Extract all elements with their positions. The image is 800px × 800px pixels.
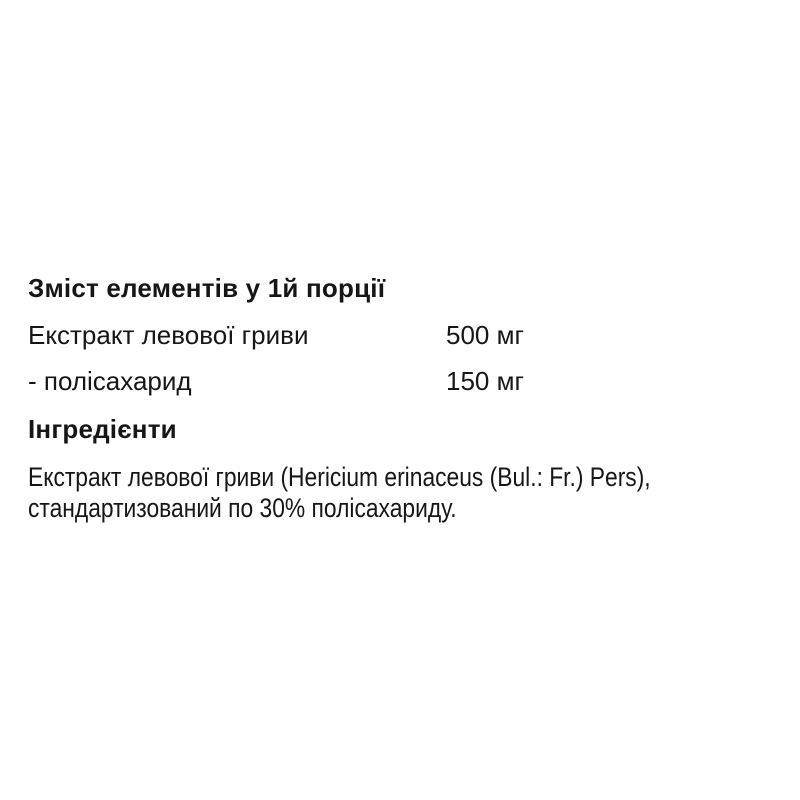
nutrient-amount: 500 мг [446, 320, 524, 350]
ingredients-heading: Інгредієнти [28, 414, 177, 444]
nutrient-label: Екстракт левової гриви [28, 320, 309, 350]
ingredients-text-line-1: Екстракт левової гриви (Hericium erinaceus (Bul.: Fr.) Pers), [28, 462, 651, 492]
nutrient-row [28, 319, 776, 351]
nutrient-label: - полісахарид [28, 366, 192, 396]
ingredients-text-line-2: стандартизований по 30% полісахариду. [28, 493, 457, 523]
ingredients-text [28, 462, 765, 524]
nutrient-amount: 150 мг [446, 366, 524, 396]
serving-contents-heading: Зміст елементів у 1й порції [28, 273, 386, 303]
nutrient-row [28, 365, 776, 397]
